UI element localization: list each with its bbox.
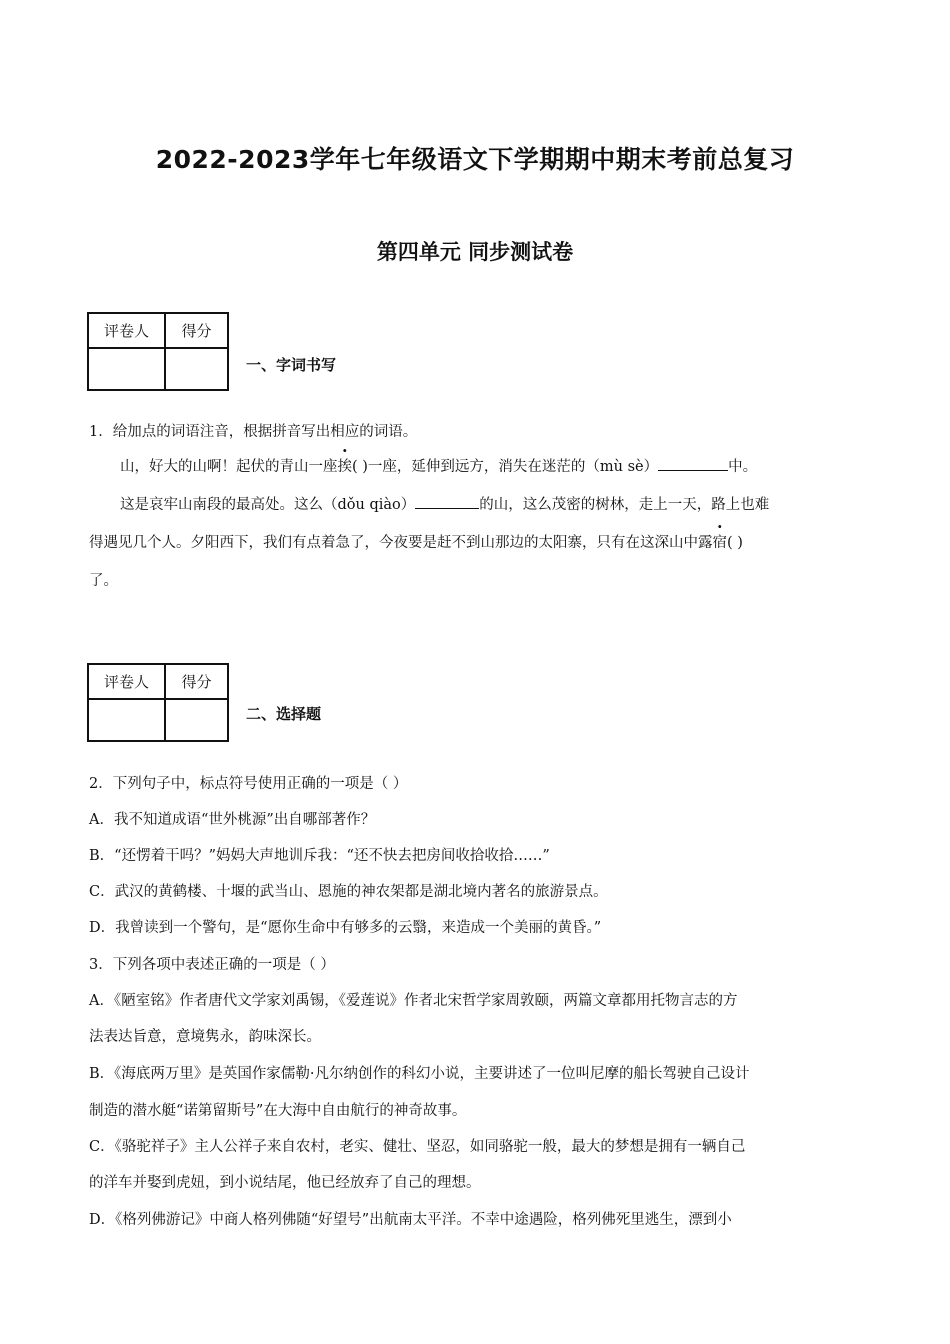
- question-3-option-b: B．《海底两万里》是英国作家儒勒·凡尔纳创作的科幻小说，主要讲述了一位叫尼摩的船长驾驶自己设计: [89, 1066, 750, 1082]
- score-table-2: [87, 663, 229, 742]
- question-1-line-4: 了。: [89, 573, 118, 589]
- q1-text: ( ): [727, 535, 743, 551]
- q1-text: ( )一座，延伸到远方，消失在迷茫的（mù sè）: [352, 459, 659, 475]
- document-title: 2022-2023学年七年级语文下学期期中期末考前总复习: [155, 145, 795, 174]
- question-3-stem: 3．下列各项中表述正确的一项是（ ）: [89, 957, 335, 973]
- section-1-title: 一、字词书写: [246, 356, 337, 374]
- q1-text: 得遇见几个人。夕阳西下，我们有点着急了，今夜要是赶不到山那边的太阳寨，只有在这深山中露: [89, 535, 713, 551]
- dotted-char: 宿: [712, 535, 727, 551]
- reviewer-label: 评卷人: [88, 313, 165, 348]
- question-2-option-c: C．武汉的黄鹤楼、十堰的武当山、恩施的神农架都是湖北境内著名的旅游景点。: [89, 884, 608, 900]
- question-1-line-3: [89, 531, 743, 552]
- document-subtitle: 第四单元 同步测试卷: [376, 240, 574, 264]
- reviewer-label: 评卷人: [88, 664, 165, 699]
- answer-blank[interactable]: [658, 455, 728, 471]
- question-3-option-c: C．《骆驼祥子》主人公祥子来自农村，老实、健壮、坚忍，如同骆驼一般，最大的梦想是拥有一辆自己: [89, 1139, 746, 1155]
- score-cell[interactable]: [165, 348, 228, 390]
- score-cell[interactable]: [165, 699, 228, 741]
- dotted-char: 挨: [337, 459, 352, 475]
- score-label: 得分: [165, 664, 228, 699]
- score-label: 得分: [165, 313, 228, 348]
- score-table-1: [87, 312, 229, 391]
- question-2-option-b: B．“还愣着干吗？”妈妈大声地训斥我：“还不快去把房间收拾收拾……”: [89, 848, 550, 864]
- q1-text: 中。: [728, 459, 758, 475]
- question-3-option-c-cont: 的洋车并娶到虎妞，到小说结尾，他已经放弃了自己的理想。: [89, 1175, 481, 1191]
- answer-blank[interactable]: [415, 493, 479, 509]
- question-3-option-b-cont: 制造的潜水艇“诺第留斯号”在大海中自由航行的神奇故事。: [89, 1103, 467, 1119]
- question-3-option-a-cont: 法表达旨意，意境隽永，韵味深长。: [89, 1029, 321, 1045]
- question-1-stem: 1．给加点的词语注音，根据拼音写出相应的词语。: [89, 424, 418, 440]
- question-2-option-a: A．我不知道成语“世外桃源”出自哪部著作？: [89, 812, 376, 828]
- question-3-option-a: A．《陋室铭》作者唐代文学家刘禹锡，《爱莲说》作者北宋哲学家周敦颐，两篇文章都用托物言志的方: [89, 993, 738, 1009]
- question-2-option-d: D．我曾读到一个警句，是“愿你生命中有够多的云翳，来造成一个美丽的黄昏。”: [89, 920, 602, 936]
- question-1-line-2: [120, 493, 769, 514]
- question-3-option-d: D．《格列佛游记》中商人格列佛随“好望号”出航南太平洋。不幸中途遇险，格列佛死里逃生，漂到小: [89, 1212, 732, 1228]
- q1-text: 这是哀牢山南段的最高处。这么（dǒu qiào）: [120, 497, 416, 513]
- reviewer-cell[interactable]: [88, 348, 165, 390]
- q1-text: 的山，这么茂密的树林，走上一天，路上也难: [479, 497, 770, 513]
- q1-text: 山，好大的山啊！起伏的青山一座: [120, 459, 338, 475]
- question-2-stem: 2．下列句子中，标点符号使用正确的一项是（ ）: [89, 776, 408, 792]
- reviewer-cell[interactable]: [88, 699, 165, 741]
- section-2-title: 二、选择题: [246, 705, 322, 723]
- question-1-line-1: [120, 455, 757, 476]
